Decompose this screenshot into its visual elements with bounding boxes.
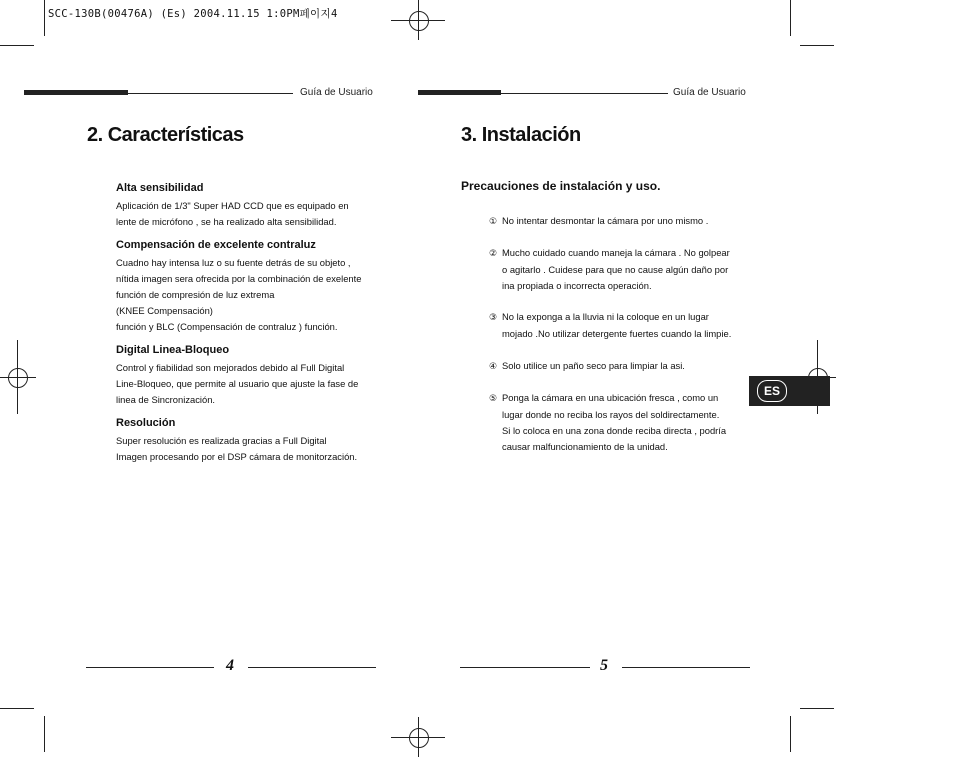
item-text: Si lo coloca en una zona donde reciba directa , podría [502, 425, 727, 436]
item-text: mojado .No utilizar detergente fuertes cuando la limpie. [502, 328, 732, 339]
footer-rule [248, 667, 376, 668]
precaution-item [489, 358, 759, 375]
item-text: No intentar desmontar la cámara por uno mismo . [502, 215, 709, 226]
footer-rule [86, 667, 214, 668]
feature-text: (KNEE Compensación) [116, 305, 213, 316]
crop-mark [790, 0, 791, 36]
feature-text: linea de Sincronización. [116, 394, 216, 405]
feature-block [116, 416, 382, 465]
item-text: o agitarlo . Cuidese para que no cause algún daño por [502, 264, 729, 275]
page-number: 4 [226, 657, 234, 674]
feature-text: Line-Bloqueo, que permite al usuario que ajuste la fase de [116, 378, 359, 389]
item-text: lugar donde no reciba los rayos del soldirectamente. [502, 409, 720, 420]
feature-heading: Alta sensibilidad [116, 182, 204, 194]
item-text: causar malfuncionamiento de la unidad. [502, 441, 668, 452]
crop-mark [0, 708, 34, 709]
precaution-item [489, 309, 759, 342]
feature-heading: Resolución [116, 417, 176, 429]
language-tab [749, 376, 830, 406]
crop-mark [0, 45, 34, 46]
feature-text: Control y fiabilidad son mejorados debido al Full Digital [116, 362, 345, 373]
feature-text: Imagen procesando por el DSP cámara de monitorzación. [116, 451, 358, 462]
feature-heading: Compensación de excelente contraluz [116, 239, 316, 251]
registration-mark [403, 722, 433, 752]
item-marker: ③ [489, 313, 498, 323]
header-rule [128, 93, 293, 94]
header-bar [24, 90, 128, 95]
feature-text: Aplicación de 1/3" Super HAD CCD que es equipado en [116, 200, 349, 211]
item-marker: ⑤ [489, 394, 498, 404]
footer-rule [622, 667, 750, 668]
page-title: 2. Características [87, 124, 244, 146]
feature-text: Cuadno hay intensa luz o su fuente detrás de su objeto , [116, 257, 351, 268]
crop-mark [800, 708, 834, 709]
header-rule [501, 93, 668, 94]
feature-text: nítida imagen sera ofrecida por la combinación de exelente [116, 273, 362, 284]
feature-block [116, 238, 382, 335]
precaution-item [489, 245, 759, 294]
feature-text: lente de micrófono , se ha realizado alta sensibilidad. [116, 216, 337, 227]
footer-rule [460, 667, 590, 668]
crop-mark [800, 45, 834, 46]
item-marker: ② [489, 249, 498, 259]
page-number: 5 [600, 657, 608, 674]
print-imprint: SCC-130B(00476A) (Es) 2004.11.15 1:0PM페이지4 [48, 8, 338, 20]
header-bar [418, 90, 501, 95]
feature-heading: Digital Linea-Bloqueo [116, 344, 230, 356]
precaution-item [489, 213, 759, 230]
item-text: Solo utilice un paño seco para limpiar la asi. [502, 360, 685, 371]
item-marker: ④ [489, 362, 498, 372]
feature-text: Super resolución es realizada gracias a Full Digital [116, 435, 327, 446]
registration-mark [403, 5, 433, 35]
registration-mark [2, 362, 32, 392]
precaution-item [489, 390, 759, 455]
feature-text: función de compresión de luz extrema [116, 289, 275, 300]
crop-mark [790, 716, 791, 752]
item-text: Ponga la cámara en una ubicación fresca , como un [502, 392, 719, 403]
feature-text: función y BLC (Compensación de contraluz ) función. [116, 321, 338, 332]
item-marker: ① [489, 217, 498, 227]
crop-mark [44, 0, 45, 36]
item-text: Mucho cuidado cuando maneja la cámara . No golpear [502, 247, 730, 258]
header-label: Guía de Usuario [300, 87, 373, 98]
page-title: 3. Instalación [461, 124, 581, 146]
item-text: ina propiada o incorrecta operación. [502, 280, 652, 291]
feature-block [116, 181, 382, 230]
header-label: Guía de Usuario [673, 87, 746, 98]
section-subtitle: Precauciones de instalación y uso. [461, 179, 661, 193]
language-label: ES [757, 380, 787, 402]
crop-mark [44, 716, 45, 752]
item-text: No la exponga a la lluvia ni la coloque en un lugar [502, 311, 709, 322]
feature-block [116, 343, 382, 408]
